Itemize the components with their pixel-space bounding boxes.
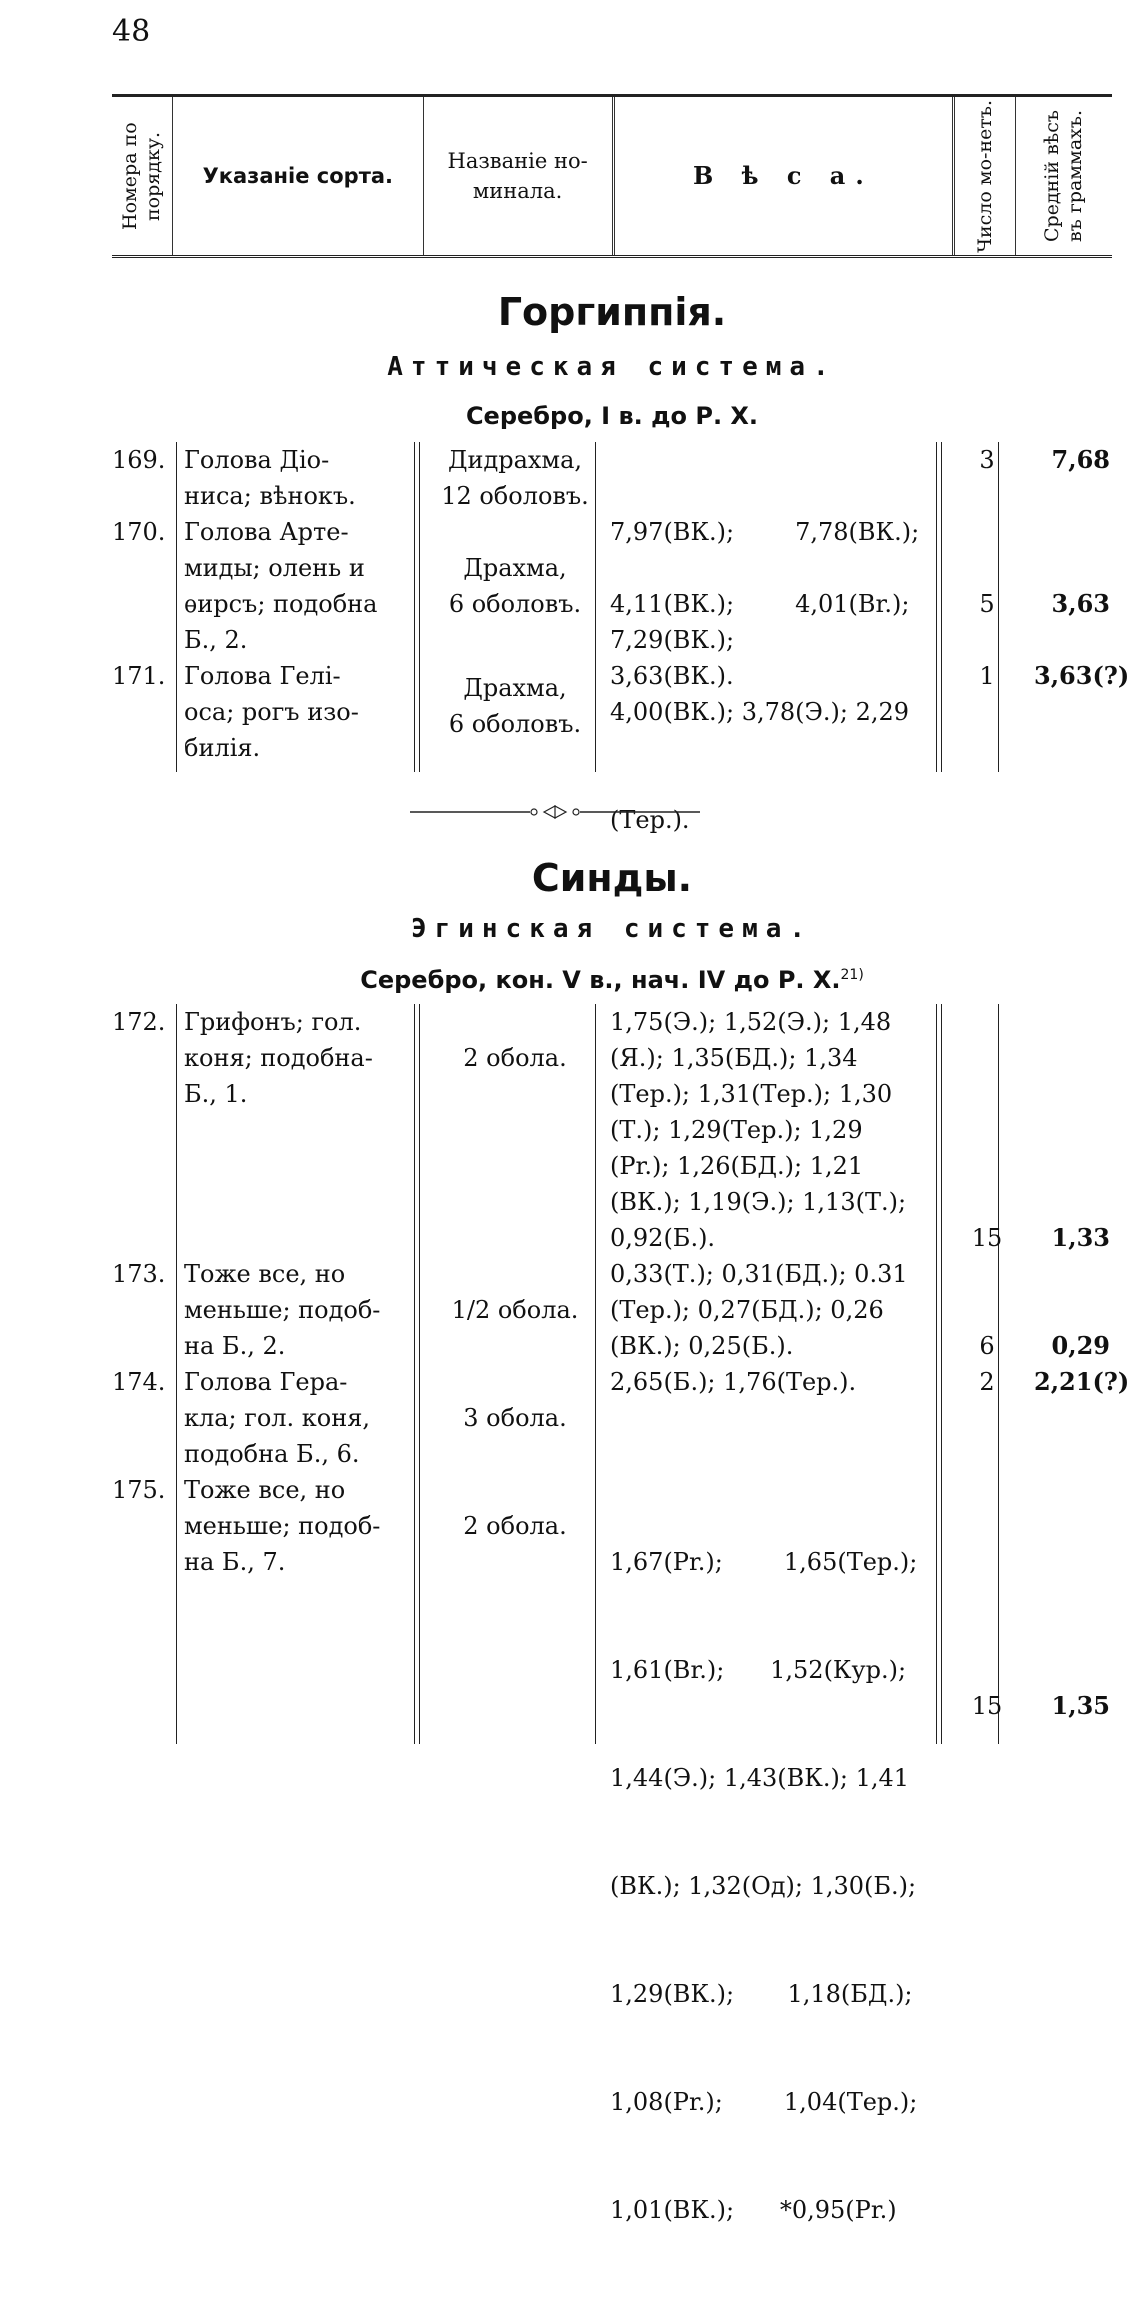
- row-count: 15: [971, 1224, 1003, 1252]
- row-number: 175.: [112, 1476, 166, 1504]
- weights-line: 1,61(Br.); 1,52(Кур.);: [610, 1656, 907, 1684]
- weights-line: 1,75(Э.); 1,52(Э.); 1,48: [610, 1008, 892, 1036]
- weights-line: (Я.); 1,35(БД.); 1,34: [610, 1044, 858, 1072]
- nominal-line: 3 обола.: [463, 1404, 567, 1432]
- header-sort-label: Указаніе сорта.: [202, 163, 394, 188]
- row-number: 169.: [112, 446, 166, 474]
- sort-line: Б., 2.: [184, 626, 248, 654]
- section1-system: Аттическая система.: [387, 352, 837, 382]
- section2-metal: [112, 966, 1112, 994]
- sort-line: кла; гол. коня,: [184, 1404, 371, 1432]
- row-number: 171.: [112, 662, 166, 690]
- section2-system: Эгинская система.: [410, 914, 814, 944]
- divider: [595, 1004, 596, 1744]
- footnote-marker: 21): [840, 967, 864, 983]
- divider: [176, 1004, 177, 1744]
- header-number-label: Номера по порядку.: [119, 122, 164, 230]
- nominal-line: Дидрахма,: [447, 446, 583, 474]
- sort-line: ниса; вѣнокъ.: [184, 482, 356, 510]
- weights-line: (Тер.); 0,27(БД.); 0,26: [610, 1296, 884, 1324]
- sort-line: Тоже все, но: [184, 1476, 346, 1504]
- weights-line: 1,44(Э.); 1,43(ВК.); 1,41: [610, 1764, 910, 1792]
- row-nominal: [430, 1292, 600, 1328]
- divider: [176, 442, 177, 772]
- header-number: [112, 97, 173, 255]
- row-avg: 7,68: [1051, 445, 1110, 474]
- weights-line: (ВК.); 1,32(Од); 1,30(Б.);: [610, 1872, 917, 1900]
- nominal-line: 6 оболовъ.: [448, 710, 582, 738]
- row-avg: 2,21(?): [1034, 1367, 1130, 1396]
- row-avg: 1,35: [1051, 1691, 1110, 1720]
- nominal-line: 1/2 обола.: [451, 1296, 579, 1324]
- sort-line: Тоже все, но: [184, 1260, 346, 1288]
- row-nominal: [430, 442, 600, 514]
- row-nominal: [430, 550, 600, 622]
- row-sort: [184, 1256, 419, 1364]
- ornament-divider: [410, 802, 700, 822]
- header-weights: [615, 97, 956, 255]
- weights-line: 1,01(ВК.); *0,95(Pr.): [610, 2196, 897, 2224]
- row-count: 3: [979, 446, 995, 474]
- weights-line: 7,29(ВК.);: [610, 626, 735, 654]
- sort-line: Б., 1.: [184, 1080, 248, 1108]
- row-avg: 1,33: [1051, 1223, 1110, 1252]
- weights-line: (Тер.); 1,31(Тер.); 1,30: [610, 1080, 893, 1108]
- row-count: 15: [971, 1692, 1003, 1720]
- row-weights: [610, 1364, 930, 1400]
- sort-line: Грифонъ; гол.: [184, 1008, 362, 1036]
- weights-line: 1,29(ВК.); 1,18(БД.);: [610, 1980, 913, 2008]
- header-avg: [1016, 97, 1112, 255]
- header-count: [955, 97, 1016, 255]
- nominal-line: Драхма,: [463, 554, 567, 582]
- row-sort: [184, 658, 419, 766]
- section1-city: Горгиппія.: [497, 290, 727, 334]
- header-sort: [173, 97, 424, 255]
- table-header: [112, 94, 1112, 258]
- sort-line: миды; олень и: [184, 554, 365, 582]
- sort-line: меньше; подоб-: [184, 1512, 381, 1540]
- row-sort: [184, 1364, 419, 1472]
- row-weights: [610, 514, 930, 910]
- sort-line: Голова Діо-: [184, 446, 330, 474]
- header-nominal: [424, 97, 615, 255]
- sort-line: подобна Б., 6.: [184, 1440, 360, 1468]
- row-nominal: [430, 670, 600, 742]
- weights-line: 0,92(Б.).: [610, 1224, 716, 1252]
- sort-line: на Б., 2.: [184, 1332, 286, 1360]
- nominal-line: 2 обола.: [463, 1044, 567, 1072]
- row-weights: [610, 658, 930, 694]
- weights-line: (Pr.); 1,26(БД.); 1,21: [610, 1152, 864, 1180]
- row-sort: [184, 442, 419, 514]
- weights-line: 4,00(ВК.); 3,78(Э.); 2,29: [610, 698, 910, 726]
- row-count: 6: [979, 1332, 995, 1360]
- row-nominal: [430, 1400, 600, 1436]
- sort-line: коня; подобна-: [184, 1044, 373, 1072]
- sort-line: Голова Гера-: [184, 1368, 348, 1396]
- sort-line: билія.: [184, 734, 261, 762]
- sort-line: меньше; подоб-: [184, 1296, 381, 1324]
- row-weights: [610, 1004, 930, 1256]
- row-sort: [184, 1004, 419, 1112]
- row-nominal: [430, 1040, 600, 1076]
- weights-line: 7,97(ВК.); 7,78(ВК.);: [610, 518, 920, 546]
- nominal-line: 2 обола.: [463, 1512, 567, 1540]
- header-nominal-line1: Названіе но-: [447, 148, 588, 173]
- sort-line: Голова Гелі-: [184, 662, 341, 690]
- row-avg: 3,63(?): [1034, 661, 1130, 690]
- row-weights: [610, 1256, 930, 1364]
- sort-line: на Б., 7.: [184, 1548, 286, 1576]
- weights-line: 2,65(Б.); 1,76(Тер.).: [610, 1368, 857, 1396]
- section1-metal: Серебро, I в. до Р. Х.: [465, 402, 759, 430]
- row-number: 173.: [112, 1260, 166, 1288]
- row-number: 174.: [112, 1368, 166, 1396]
- weights-line: (Тер.).: [610, 806, 690, 834]
- nominal-line: 12 оболовъ.: [441, 482, 589, 510]
- sort-line: Голова Арте-: [184, 518, 349, 546]
- row-count: 5: [979, 590, 995, 618]
- row-avg: 3,63: [1051, 589, 1110, 618]
- row-weights: [610, 1472, 930, 2300]
- row-number: 170.: [112, 518, 166, 546]
- weights-line: 1,67(Pr.); 1,65(Тер.);: [610, 1548, 918, 1576]
- weights-line: 0,33(Т.); 0,31(БД.); 0.31: [610, 1260, 908, 1288]
- section2-metal-text: Серебро, кон. V в., нач. IV до Р. Х.: [360, 966, 841, 994]
- nominal-line: Драхма,: [463, 674, 567, 702]
- section2-city: Синды.: [531, 856, 693, 900]
- row-avg: 0,29: [1051, 1331, 1110, 1360]
- row-sort: [184, 514, 419, 658]
- row-count: 2: [979, 1368, 995, 1396]
- weights-line: (ВК.); 0,25(Б.).: [610, 1332, 794, 1360]
- header-nominal-line2: минала.: [472, 179, 563, 203]
- sort-line: оса; рогъ изо-: [184, 698, 359, 726]
- row-sort: [184, 1472, 419, 1580]
- header-count-label: Число мо-нетъ.: [973, 99, 996, 253]
- sort-line: ѳирсъ; подобна: [184, 590, 378, 618]
- weights-line: 4,11(ВК.); 4,01(Br.);: [610, 590, 910, 618]
- row-nominal: [430, 1508, 600, 1544]
- row-number: 172.: [112, 1008, 166, 1036]
- header-avg-label: Среднiй вѣсъ въ граммахъ.: [1041, 110, 1087, 242]
- weights-line: (Т.); 1,29(Тер.); 1,29: [610, 1116, 863, 1144]
- weights-line: 1,08(Pr.); 1,04(Тер.);: [610, 2088, 918, 2116]
- weights-line: 3,63(ВК.).: [610, 662, 734, 690]
- row-count: 1: [979, 662, 995, 690]
- header-weights-label: В ѣ с а.: [692, 160, 874, 190]
- weights-line: (ВК.); 1,19(Э.); 1,13(Т.);: [610, 1188, 907, 1216]
- nominal-line: 6 оболовъ.: [448, 590, 582, 618]
- page-number: 48: [112, 14, 151, 49]
